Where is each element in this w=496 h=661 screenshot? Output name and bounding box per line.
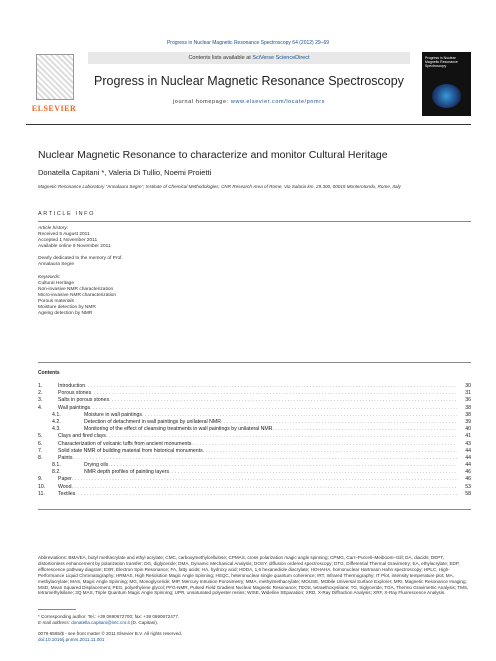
- toc-entry-title[interactable]: Wall paintings: [58, 404, 91, 411]
- toc-entry-number: 8.: [38, 454, 43, 461]
- toc-entry-page: 43: [465, 440, 471, 447]
- elsevier-tree-icon: [36, 54, 74, 100]
- toc-entry-title[interactable]: NMR depth profiles of painting layers: [84, 469, 170, 476]
- toc-leader-dots: [72, 476, 457, 483]
- keyword: Porous materials: [38, 298, 74, 304]
- toc-entry[interactable]: [38, 476, 471, 483]
- toc-entry-title[interactable]: Solid state NMR of building material from historical monuments: [58, 447, 203, 454]
- toc-entry-number: 5.: [38, 433, 43, 440]
- toc-entry-title[interactable]: Porous stones: [58, 390, 92, 397]
- keyword: Micro-invasive NMR characterization: [38, 292, 117, 298]
- journal-title: Progress in Nuclear Magnetic Resonance Spectroscopy: [94, 74, 404, 88]
- online-date: Available online 9 November 2011: [38, 244, 111, 250]
- masthead-center: [88, 52, 410, 120]
- toc-entry-title[interactable]: Introduction: [58, 383, 86, 389]
- footnotes: [38, 614, 182, 643]
- toc-entry-page: 38: [465, 404, 471, 411]
- toc-entry-page: 39: [465, 418, 471, 425]
- keywords-label: Keywords:: [38, 274, 61, 280]
- email-label: E-mail address:: [38, 619, 70, 625]
- toc-leader-dots: [85, 383, 457, 390]
- toc-entry[interactable]: [38, 412, 471, 419]
- toc-entry-page: 30: [465, 383, 471, 389]
- toc-entry-page: 58: [465, 490, 471, 497]
- toc-entry-title[interactable]: Wood: [58, 483, 72, 490]
- toc-entry[interactable]: [38, 383, 471, 390]
- doi-link[interactable]: doi:10.1016/j.pnmrs.2011.11.001: [38, 636, 105, 642]
- toc-entry-number: 6.: [38, 440, 43, 447]
- toc-entry-page: 36: [465, 397, 471, 404]
- dedication-line-1: Dearly dedicated to the memory of Prof.: [38, 256, 123, 262]
- contents-prefix: Contents lists available at: [188, 55, 251, 61]
- received-date: Received 5 August 2011: [38, 232, 90, 238]
- toc-entry-page: 44: [465, 454, 471, 461]
- toc-entry-number: 7.: [38, 447, 43, 454]
- elsevier-logo: [26, 52, 82, 116]
- toc-entry[interactable]: [38, 455, 471, 462]
- toc-leader-dots: [142, 412, 457, 419]
- article-affiliation: Magnetic Resonance Laboratory “Annalaura Segre”, Institute of Chemical Methodologies, CNR Research Area of Rome, Via Salaria km. 29.300, 00015 Monterotondo, Rome, Italy: [38, 184, 401, 189]
- journal-homepage: [88, 99, 410, 105]
- toc-entry-page: 40: [465, 426, 471, 433]
- sciencedirect-link[interactable]: SciVerse ScienceDirect: [252, 55, 310, 61]
- toc-leader-dots: [71, 484, 457, 491]
- toc-entry-number: 4.3.: [52, 426, 61, 433]
- toc-entry-page: 38: [465, 411, 471, 418]
- toc-entry-title[interactable]: Moisture in wall paintings: [84, 411, 142, 418]
- homepage-prefix: journal homepage:: [172, 99, 229, 105]
- cover-graphic: [432, 84, 461, 108]
- article-authors: Donatella Capitani *, Valeria Di Tullio, Noemi Proietti: [38, 168, 212, 177]
- toc-leader-dots: [272, 426, 457, 433]
- abbreviations-footnote: Abbreviations: BMA/EA, butyl methacrylate and ethyl acrylate; CMC, carboxymethylcellulose; CPMAS, cross polarization magic angle spinning; CPMG, Carr–Purcell–Meiboom–Gill; DA, diacids; DEPT, distortionless enhancement by polarization transfer; DG, diglyceride; DMA, Dynamic Mechanical Analysis; DOSY, diffusion ordered spectroscopy; DTG, Differential Thermal Gravimetry; EA, ethylacrylate; EDP, efflorescence pathway diagram; ESR, Electron Spin Resonance; FA, fatty acids; HA, hydroxy acid; HDDA, 1,6 hexanediole diacrylate; HOHAHA, homonuclear Hartmann Hahn spectroscopy; HPLC, High-Performance Liquid Chromatography; HRMAS, High Resolution Magic Angle Spinning; HSQC, heteronuclear single quantum coherence; IRT, Infrared Thermography; IT Plot, intensity temperature plot; MA, methylacrylate; MAS, Magic Angle Spinning; MG, Monoglyceride; MIP, Mercury Intrusion Porosimetry; MMA, methylmethacrylate; MOUSE, MObile Universal Surface Explorer; MRI, Magnetic Resonance Imaging; MSD, Mean Squared Displacement; PEG, polyethylene glycol; PFG-NMR, Pulsed Field Gradient Nuclear Magnetic Resonance; TEOS, tetraethoxysilane; TG, triglyceride; TGA, Thermo Gravimetric Analysis; TMS, tetramethylsilane; 3Q MAS, Triple Quantum Magic Angle Spinning; UPR, unsaturated polyester resins; WISE, Wideline SEparation; XRD, X-Ray Diffraction Analysis; XRF, X-Ray Fluorescence Analysis.: [38, 555, 469, 596]
- toc-entry-title[interactable]: Detection of detachment in wall paintings by unilateral NMR: [84, 418, 221, 425]
- dedication-line-2: Annalaura Segre: [38, 262, 75, 268]
- toc-leader-dots: [75, 491, 457, 498]
- corresponding-author: * Corresponding author. Tel.: +39 0690672700; fax: +39 0690672477.: [38, 614, 180, 619]
- toc-entry[interactable]: [38, 448, 471, 455]
- toc-entry-page: 46: [465, 469, 471, 476]
- toc-entry-page: 44: [465, 447, 471, 454]
- toc-entry[interactable]: [38, 419, 471, 426]
- toc-entry-number: 3.: [38, 397, 43, 404]
- toc-entry-page: 31: [465, 390, 471, 397]
- toc-leader-dots: [72, 455, 457, 462]
- journal-cover-image: [422, 52, 471, 116]
- keyword: Moisture detection by NMR: [38, 305, 96, 311]
- toc-leader-dots: [91, 390, 457, 397]
- toc-leader-dots: [169, 469, 457, 476]
- toc-entry-page: 44: [465, 462, 471, 469]
- accepted-date: Accepted 1 November 2011: [38, 238, 98, 244]
- toc-entry[interactable]: [38, 405, 471, 412]
- toc-leader-dots: [191, 441, 457, 448]
- toc-entry[interactable]: [38, 397, 471, 404]
- article-info-heading: ARTICLE INFO: [38, 211, 95, 217]
- toc-entry-title[interactable]: Drying oils: [84, 462, 109, 469]
- history-label: Article history:: [38, 226, 69, 231]
- keyword: Non-invasive NMR characterization: [38, 286, 114, 292]
- table-of-contents: [38, 383, 471, 498]
- toc-entry-title[interactable]: Textiles: [58, 490, 76, 497]
- toc-entry-title[interactable]: Paper: [58, 476, 72, 483]
- homepage-link[interactable]: www.elsevier.com/locate/pnmrs: [230, 99, 326, 105]
- toc-entry-number: 8.1.: [52, 462, 61, 469]
- toc-entry[interactable]: [38, 469, 471, 476]
- toc-entry-title[interactable]: Paints: [58, 454, 73, 461]
- cover-title: Progress in Nuclear Magnetic Resonance Spectroscopy: [425, 56, 458, 69]
- toc-entry-number: 8.2.: [52, 469, 61, 476]
- contents-heading: Contents: [38, 370, 60, 376]
- journal-masthead: [26, 52, 471, 120]
- contents-bottom-rule: [38, 509, 471, 510]
- keyword: Ageing detection by NMR: [38, 311, 93, 317]
- keyword: Cultural Heritage: [38, 280, 74, 286]
- toc-entry-number: 4.1.: [52, 411, 61, 418]
- toc-entry-page: 41: [465, 433, 471, 440]
- article-info-rule: [38, 221, 471, 222]
- toc-entry-number: 11.: [38, 490, 45, 497]
- email-suffix: (D. Capitani).: [131, 619, 159, 625]
- publisher-name: ELSEVIER: [31, 104, 77, 113]
- toc-entry[interactable]: [38, 433, 471, 440]
- toc-entry[interactable]: [38, 491, 471, 498]
- toc-leader-dots: [203, 448, 457, 455]
- toc-leader-dots: [109, 397, 457, 404]
- toc-leader-dots: [108, 462, 457, 469]
- toc-entry[interactable]: [38, 441, 471, 448]
- toc-entry-number: 9.: [38, 476, 43, 483]
- toc-leader-dots: [221, 419, 457, 426]
- article-title: Nuclear Magnetic Resonance to characterize and monitor Cultural Heritage: [38, 149, 388, 161]
- toc-entry-number: 4.: [38, 404, 43, 411]
- contents-availability-bar: [88, 52, 410, 64]
- toc-entry-page: 46: [465, 476, 471, 483]
- contents-top-rule: [38, 362, 471, 363]
- toc-entry-number: 2.: [38, 390, 43, 397]
- toc-entry-title[interactable]: Clays and fired clays: [58, 433, 106, 440]
- article-history: [38, 226, 123, 317]
- email-link[interactable]: donatella.capitani@imc.cnr.it: [71, 619, 130, 625]
- toc-entry-number: 10.: [38, 483, 46, 490]
- toc-entry-number: 4.2.: [52, 418, 61, 425]
- toc-entry-title[interactable]: Salts in porous stones: [58, 397, 110, 404]
- toc-leader-dots: [90, 405, 457, 412]
- footnote-rule: [38, 609, 76, 610]
- toc-entry-page: 53: [465, 483, 471, 490]
- toc-entry[interactable]: [38, 390, 471, 397]
- toc-leader-dots: [106, 433, 457, 440]
- toc-entry-title[interactable]: Characterization of volcanic tuffs from ancient monuments: [58, 440, 192, 447]
- journal-citation: Progress in Nuclear Magnetic Resonance Spectroscopy 64 (2012) 29–69: [166, 40, 330, 46]
- toc-entry-title[interactable]: Monitoring of the effect of cleansing treatments in wall paintings by unilateral NMR: [84, 426, 273, 433]
- masthead-rule: [26, 124, 471, 125]
- toc-entry[interactable]: [38, 462, 471, 469]
- issn-line: 0079-6565/$ - see front matter © 2011 Elsevier B.V. All rights reserved.: [38, 630, 183, 636]
- toc-entry[interactable]: [38, 426, 471, 433]
- toc-entry-number: 1.: [38, 383, 43, 389]
- toc-entry[interactable]: [38, 484, 471, 491]
